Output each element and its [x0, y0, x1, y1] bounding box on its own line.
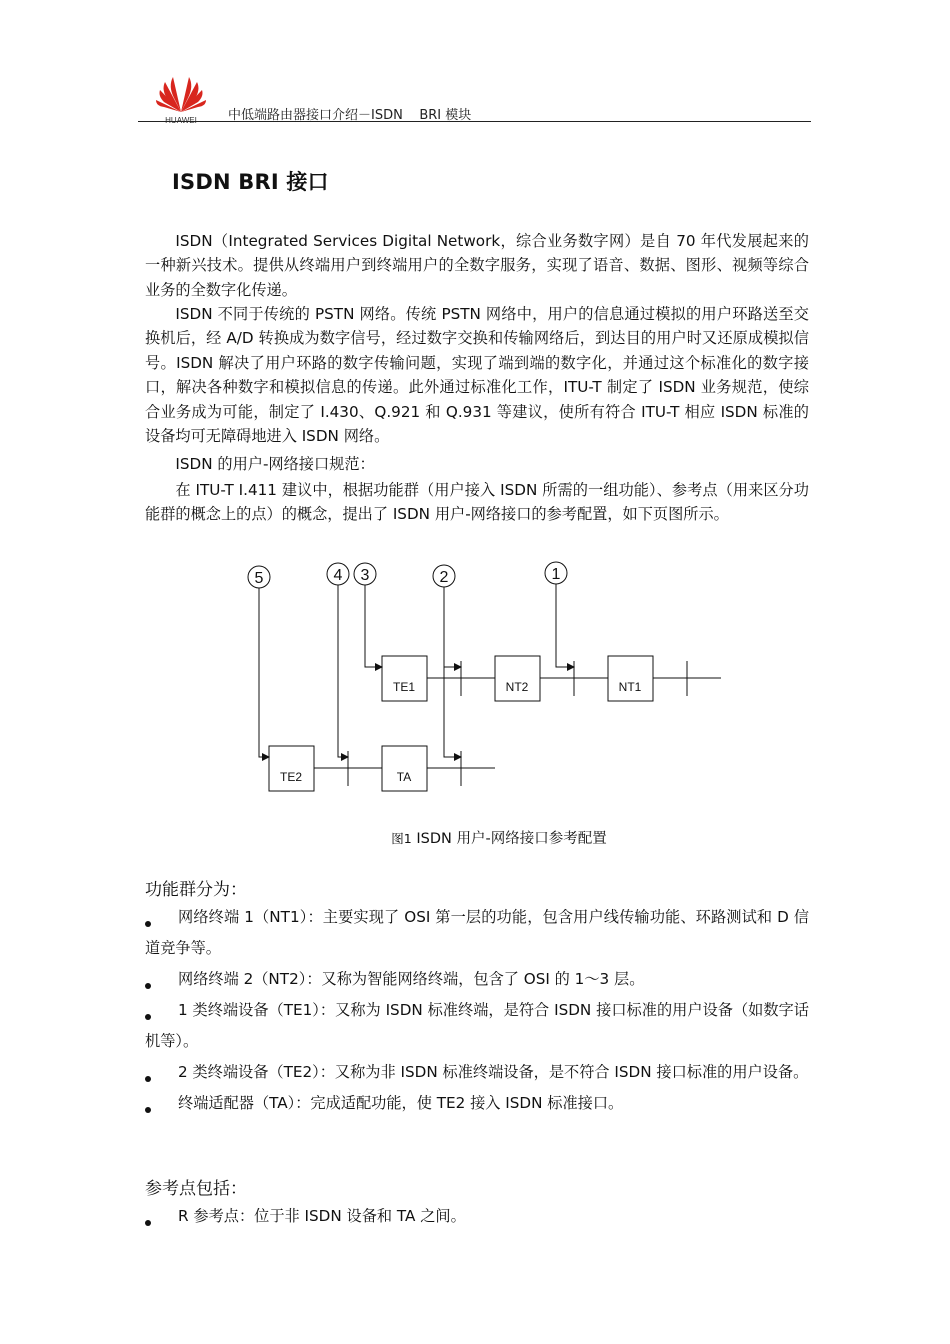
figure-number: 图1	[391, 831, 412, 846]
point-2-label: 2	[439, 569, 449, 586]
paragraph-i411: 在 ITU-T I.411 建议中，根据功能群（用户接入 ISDN 所需的一组功能）、参考点（用来区分功能群的概念上的点）的概念，提出了 ISDN 用户-网络接口的参考配置，如下页图所示。	[145, 481, 809, 524]
bullet-icon	[145, 1107, 151, 1113]
header-divider	[138, 121, 811, 122]
reference-configuration-diagram	[235, 556, 735, 806]
functional-groups-list	[145, 902, 809, 1119]
page-title: ISDN BRI 接口	[172, 170, 329, 194]
point-3-label: 3	[360, 567, 370, 584]
list-item-text: R 参考点：位于非 ISDN 设备和 TA 之间。	[178, 1207, 466, 1225]
list-item-text: 2 类终端设备（TE2）：又称为非 ISDN 标准终端设备，是不符合 ISDN 接口标准的用户设备。	[178, 1063, 809, 1081]
list-item	[145, 1201, 809, 1232]
nt1-label: NT1	[618, 680, 642, 694]
list-item	[145, 1088, 809, 1119]
te1-box	[382, 656, 427, 701]
paragraph-intro: ISDN（Integrated Services Digital Network，综合业务数字网）是自 70 年代发展起来的一种新兴技术。提供从终端用户到终端用户的全数字服务，实现了语音、数据、图形、视频等综合业务的全数字化传递。	[145, 232, 809, 299]
figure-caption-text: ISDN 用户-网络接口参考配置	[411, 831, 607, 847]
huawei-logo	[150, 74, 212, 124]
paragraph-pstn: ISDN 不同于传统的 PSTN 网络。传统 PSTN 网络中，用户的信息通过模拟的用户环路送至交换机后，经 A/D 转换成为数字信号，经过数字交换和传输网络后，到达目的用户时又还原成模拟信号。ISDN 解决了用户环路的数字传输问题，实现了端到端的数字化，并通过这个标准化的数字接口，解决各种数字和模拟信息的传递。此外通过标准化工作，ITU-T 制定了 ISDN 业务规范，使综合业务成为可能，制定了 I.430、Q.921 和 Q.931 等建议，使所有符合 ITU-T 相应 ISDN 标准的设备均可无障碍地进入 ISDN 网络。	[145, 305, 809, 446]
list-item-text: 终端适配器（TA）：完成适配功能，使 TE2 接入 ISDN 标准接口。	[178, 1094, 624, 1112]
bullet-icon	[145, 921, 151, 927]
point-1-label: 1	[551, 566, 561, 583]
list-item	[145, 995, 809, 1057]
list-item	[145, 964, 809, 995]
list-item	[145, 1057, 809, 1088]
point-5-label: 5	[254, 570, 264, 587]
te2-box	[269, 746, 314, 791]
nt2-label: NT2	[505, 680, 529, 694]
te1-label: TE1	[392, 680, 416, 694]
point-4-label: 4	[333, 567, 343, 584]
nt2-box	[495, 656, 540, 701]
figure-caption	[0, 827, 950, 848]
paragraph-spec: ISDN 的用户-网络接口规范：	[175, 455, 375, 473]
bullet-icon	[145, 1076, 151, 1082]
functional-groups-heading: 功能群分为：	[145, 880, 247, 900]
header-title: 中低端路由器接口介绍－ISDN BRI 模块	[228, 108, 472, 123]
nt1-box	[608, 656, 653, 701]
bullet-icon	[145, 1014, 151, 1020]
bullet-icon	[145, 1220, 151, 1226]
te2-label: TE2	[279, 770, 303, 784]
list-item-text: 网络终端 2（NT2）：又称为智能网络终端，包含了 OSI 的 1～3 层。	[178, 970, 645, 988]
bullet-icon	[145, 983, 151, 989]
list-item	[145, 902, 809, 964]
ta-box	[382, 746, 427, 791]
reference-points-list	[145, 1201, 809, 1232]
list-item-text: 1 类终端设备（TE1）：又称为 ISDN 标准终端，是符合 ISDN 接口标准的用户设备（如数字话机等）。	[145, 1001, 809, 1050]
list-item-text: 网络终端 1（NT1）：主要实现了 OSI 第一层的功能，包含用户线传输功能、环路测试和 D 信道竞争等。	[145, 908, 809, 957]
reference-points-heading: 参考点包括：	[145, 1179, 247, 1199]
ta-label: TA	[396, 770, 412, 784]
logo-text: HUAWEI	[165, 116, 197, 124]
